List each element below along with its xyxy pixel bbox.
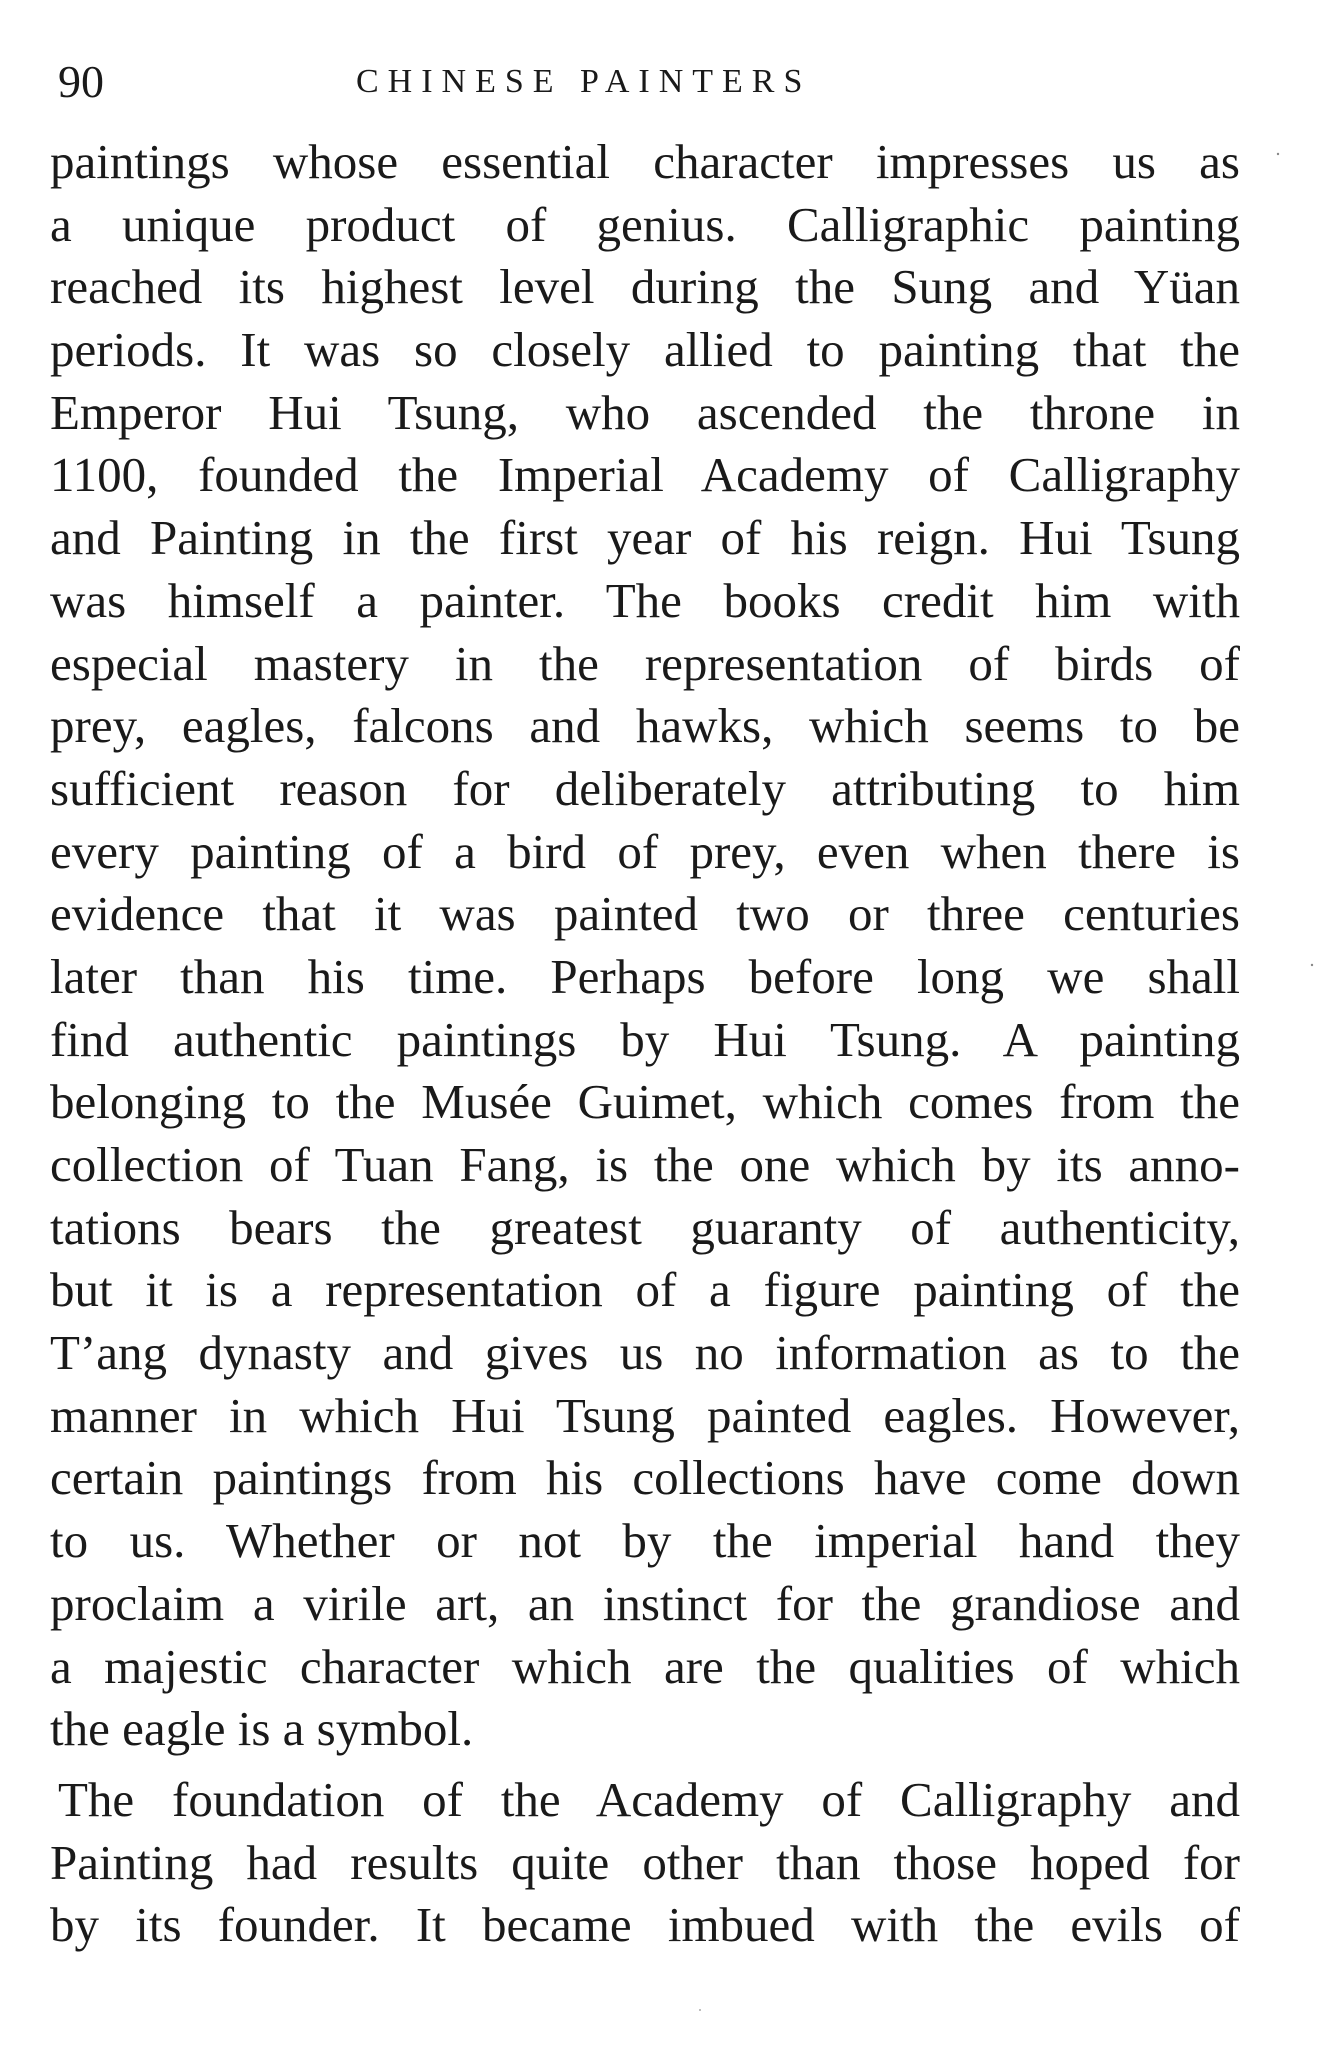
running-title: CHINESE PAINTERS <box>356 63 812 100</box>
paragraph-gap <box>50 1761 1240 1769</box>
text-line: 1100, founded the Imperial Academy of Calligraphy <box>50 447 1240 503</box>
text-line: collection of Tuan Fang, is the one which by its anno- <box>50 1137 1240 1192</box>
running-head <box>58 52 1238 112</box>
text-line: proclaim a virile art, an instinct for the grandiose and <box>50 1575 1240 1631</box>
text-line: later than his time. Perhaps before long we shall <box>50 948 1240 1004</box>
text-line: and Painting in the first year of his reign. Hui Tsung <box>50 510 1240 566</box>
text-line: was himself a painter. The books credit him with <box>50 572 1240 628</box>
text-line: especial mastery in the representation of birds of <box>50 635 1240 691</box>
text-line: to us. Whether or not by the imperial hand they <box>50 1513 1240 1569</box>
text-line: a unique product of genius. Calligraphic painting <box>50 196 1240 252</box>
text-line: every painting of a bird of prey, even when there is <box>50 823 1240 879</box>
paragraph <box>50 1769 1240 1957</box>
text-line: sufficient reason for deliberately attributing to him <box>50 760 1240 816</box>
body-text <box>50 131 1240 1957</box>
speck <box>1277 153 1279 155</box>
paragraph <box>50 131 1240 1761</box>
speck <box>1311 964 1313 966</box>
text-line: Painting had results quite other than those hoped for <box>50 1834 1240 1890</box>
text-line: tations bears the greatest guaranty of authenticity, <box>50 1199 1240 1255</box>
text-line: by its founder. It became imbued with the evils of <box>50 1897 1240 1953</box>
text-line: a majestic character which are the qualities of which <box>50 1638 1240 1694</box>
text-line: paintings whose essential character impresses us as <box>50 134 1240 189</box>
text-line: belonging to the Musée Guimet, which comes from the <box>50 1074 1240 1130</box>
text-line: reached its highest level during the Sung and Yüan <box>50 259 1240 315</box>
text-line: but it is a representation of a figure painting of the <box>50 1262 1240 1318</box>
text-line: The foundation of the Academy of Calligraphy and <box>58 1771 1240 1827</box>
text-line: evidence that it was painted two or three centuries <box>50 886 1240 942</box>
text-line: T’ang dynasty and gives us no information as to the <box>50 1325 1240 1381</box>
text-line: certain paintings from his collections have come down <box>50 1450 1240 1506</box>
page-number: 90 <box>58 56 104 107</box>
text-line: manner in which Hui Tsung painted eagles. However, <box>50 1387 1240 1443</box>
text-line: find authentic paintings by Hui Tsung. A painting <box>50 1011 1240 1067</box>
text-line: the eagle is a symbol. <box>50 1701 474 1757</box>
text-line: periods. It was so closely allied to painting that the <box>50 322 1240 378</box>
text-line: Emperor Hui Tsung, who ascended the throne in <box>50 384 1240 440</box>
speck <box>699 2009 701 2011</box>
text-line: prey, eagles, falcons and hawks, which seems to be <box>50 698 1240 754</box>
